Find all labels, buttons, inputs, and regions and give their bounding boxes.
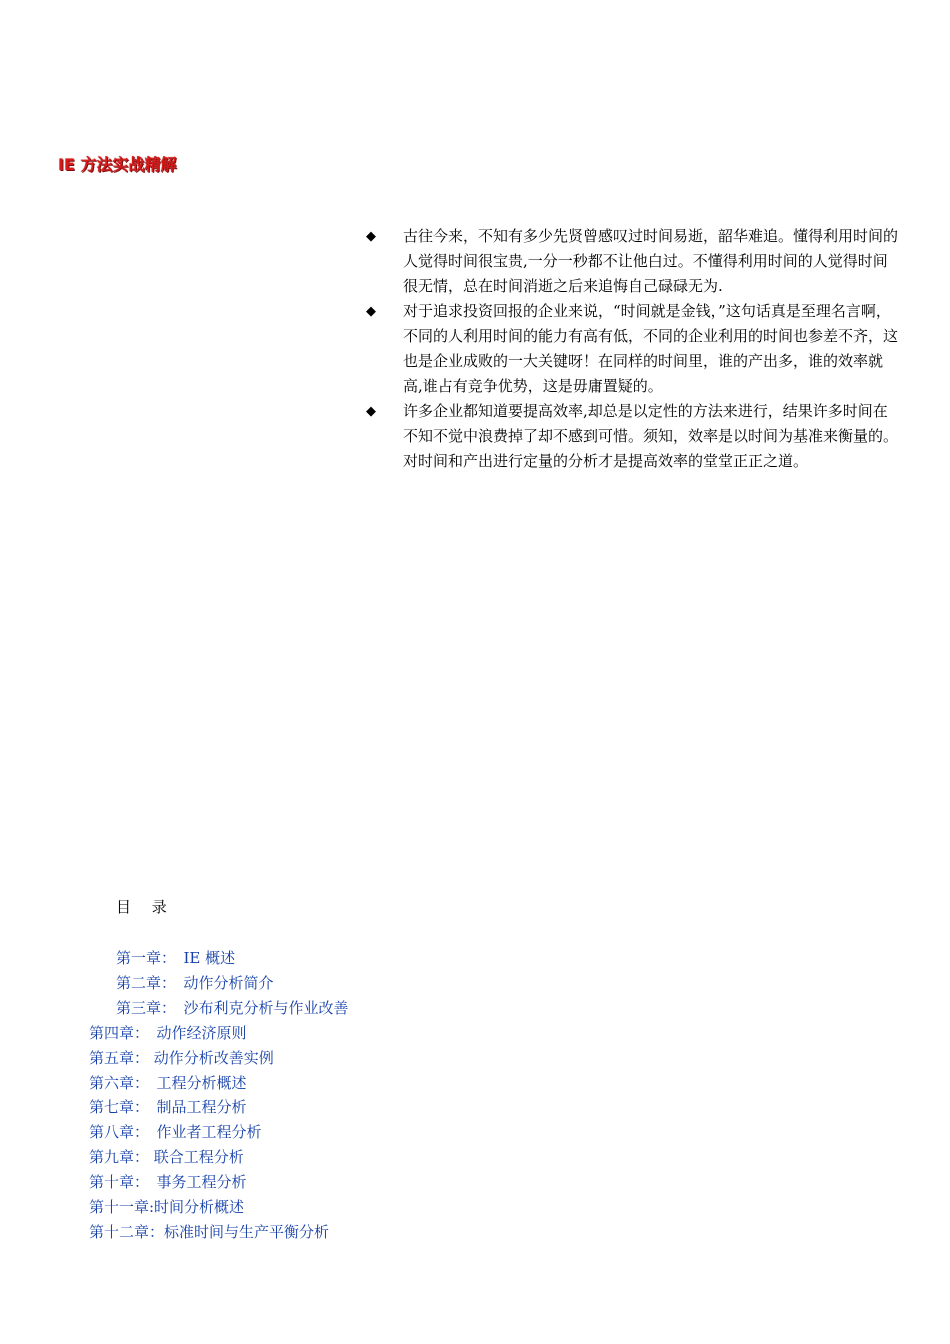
intro-bullet-list [362, 224, 902, 474]
intro-bullet-text: 许多企业都知道要提高效率,却总是以定性的方法来进行，结果许多时间在不知不觉中浪费掉了却不感到可惜。须知，效率是以时间为基准来衡量的。对时间和产出进行定量的分析才是提高效率的堂堂正正之道。 [403, 402, 899, 470]
document-title: IE 方法实战精解 [58, 155, 177, 174]
toc-entry-chapter-4[interactable]: 第四章： 动作经济原则 [89, 1023, 247, 1042]
toc-entry-chapter-11[interactable]: 第十一章:时间分析概述 [89, 1198, 245, 1217]
toc-entry-chapter-5[interactable]: 第五章： 动作分析改善实例 [89, 1048, 274, 1067]
intro-bullet-text: 对于追求投资回报的企业来说，“时间就是金钱，”这句话真是至理名言啊，不同的人利用时间的能力有高有低，不同的企业利用的时间也参差不齐，这也是企业成败的一大关键呀！在同样的时间里，谁的产出多，谁的效率就高,谁占有竞争优势，这是毋庸置疑的。 [403, 302, 899, 395]
diamond-bullet-icon: ◆ [366, 404, 376, 419]
toc-entry-chapter-2[interactable]: 第二章： 动作分析简介 [116, 973, 274, 992]
toc-heading: 目 录 [116, 898, 175, 916]
table-of-contents [0, 946, 349, 1245]
toc-entry-chapter-3[interactable]: 第三章： 沙布利克分析与作业改善 [116, 998, 349, 1017]
toc-entry-chapter-8[interactable]: 第八章： 作业者工程分析 [89, 1123, 262, 1142]
diamond-bullet-icon: ◆ [366, 229, 376, 244]
toc-entry-chapter-6[interactable]: 第六章： 工程分析概述 [89, 1073, 247, 1092]
intro-bullet-text: 古往今来，不知有多少先贤曾感叹过时间易逝，韶华难追。懂得利用时间的人觉得时间很宝贵,一分一秒都不让他白过。不懂得利用时间的人觉得时间很无情，总在时间消逝之后来追悔自己碌碌无为. [403, 227, 899, 295]
diamond-bullet-icon: ◆ [366, 304, 376, 319]
toc-entry-chapter-1[interactable]: 第一章： IE 概述 [116, 949, 236, 967]
toc-entry-chapter-12[interactable]: 第十二章：标准时间与生产平衡分析 [89, 1222, 330, 1241]
intro-bullet-item [362, 399, 902, 474]
toc-entry-chapter-7[interactable]: 第七章： 制品工程分析 [89, 1098, 247, 1117]
toc-entry-chapter-9[interactable]: 第九章： 联合工程分析 [89, 1148, 244, 1167]
toc-entry-chapter-10[interactable]: 第十章： 事务工程分析 [89, 1173, 247, 1192]
intro-bullet-item [362, 224, 902, 299]
intro-bullet-item [362, 299, 902, 399]
